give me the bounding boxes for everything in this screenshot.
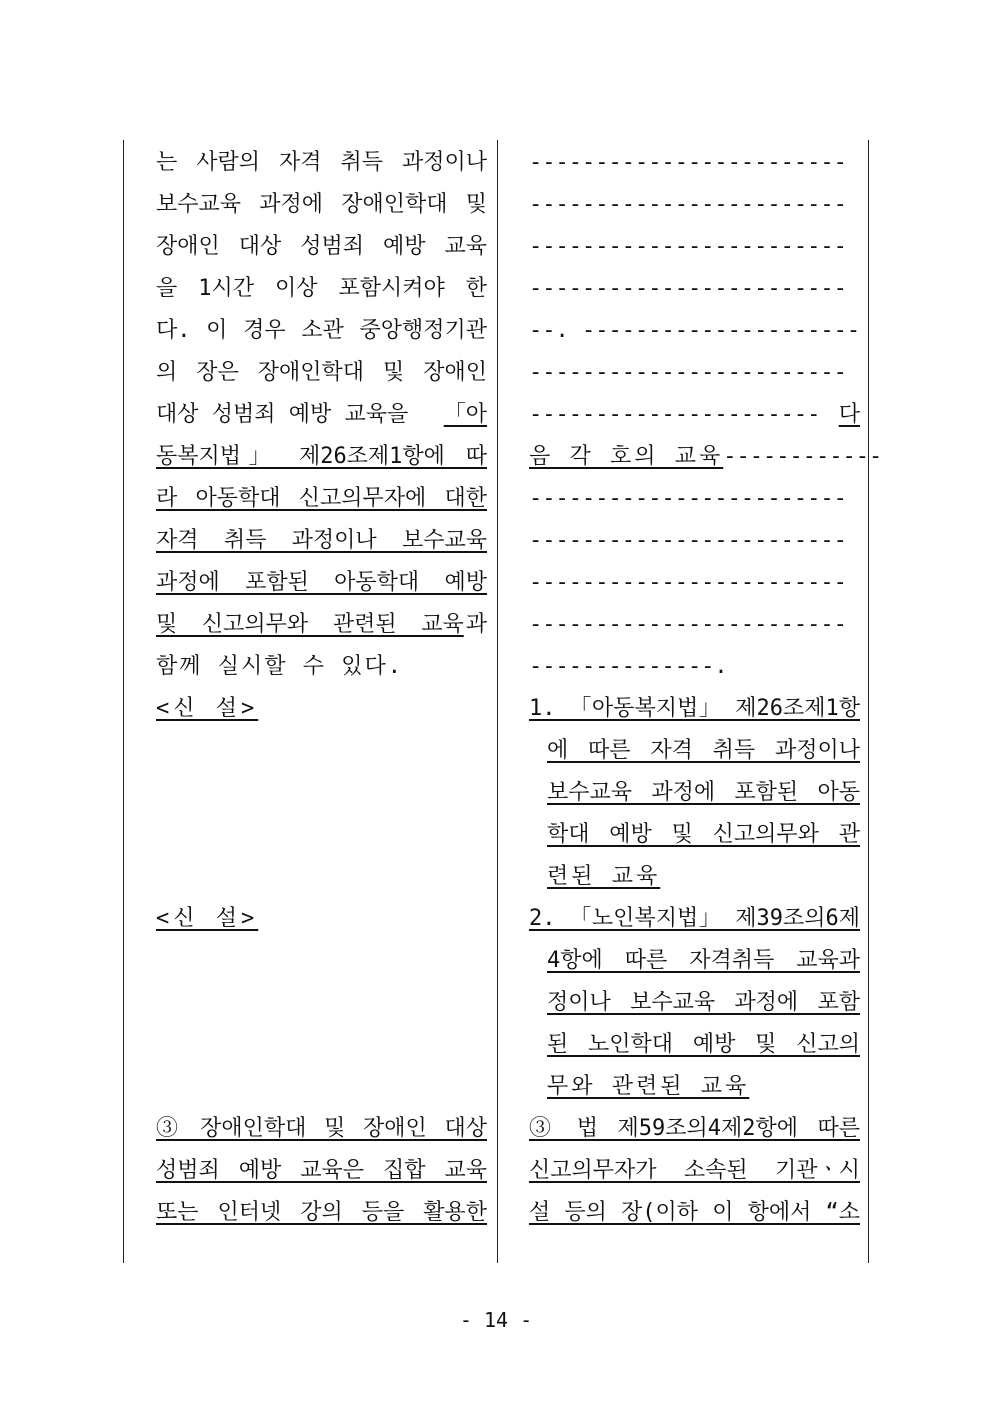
right-line-11: ------------------------ <box>529 570 847 595</box>
left-blank-line-4 <box>156 856 487 898</box>
left-blank-line-8 <box>156 1066 487 1108</box>
page-number: - 14 - <box>459 1308 533 1332</box>
right-item-2-line-1: 2. 「노인복지법」 제39조의6제 <box>529 906 860 931</box>
left-line-3: 장애인 대상 성범죄 예방 교육 <box>156 234 487 259</box>
left-line-15: 성범죄 예방 교육은 집합 교육 <box>156 1158 487 1183</box>
right-column <box>529 142 883 1234</box>
right-item-1-line-5-text: 련된 교육 <box>547 864 661 889</box>
right-item-1-line-5 <box>547 856 860 898</box>
left-line-12 <box>156 604 487 646</box>
left-border-line <box>123 140 124 1263</box>
right-item-2-line-4: 된 노인학대 예방 및 신고의 <box>547 1032 860 1057</box>
right-line-7 <box>529 394 860 436</box>
right-line-7-underlined: 다 <box>838 402 860 427</box>
right-item-1-line-1: 1. 「아동복지법」 제26조제1항 <box>529 696 860 721</box>
center-divider-line <box>497 140 498 1263</box>
right-line-15: 신고의무자가 소속된 기관ㆍ시 <box>529 1158 860 1183</box>
right-line-8-plain: ------------ <box>723 444 883 469</box>
right-line-10: ------------------------ <box>529 528 847 553</box>
right-line-9: ------------------------ <box>529 486 847 511</box>
new-clause-label-1: <신 설> <box>156 696 259 721</box>
right-line-7-plain: ---------------------- <box>529 402 821 427</box>
right-item-1-line-4: 학대 예방 및 신고의무와 관 <box>547 822 860 847</box>
right-line-16: 설 등의 장(이하 이 항에서 “소 <box>529 1200 860 1225</box>
left-blank-line-3 <box>156 814 487 856</box>
right-line-2: ------------------------ <box>529 192 847 217</box>
left-line-4: 을 1시간 이상 포함시켜야 한 <box>156 276 487 301</box>
left-line-10: 자격 취득 과정이나 보수교육 <box>156 528 487 553</box>
left-line-2: 보수교육 과정에 장애인학대 및 <box>156 192 487 217</box>
left-line-9: 라 아동학대 신고의무자에 대한 <box>156 486 487 511</box>
right-item-2-line-3: 정이나 보수교육 과정에 포함 <box>547 990 860 1015</box>
left-line-13: 함께 실시할 수 있다. <box>156 654 403 679</box>
right-line-14: ③ 법 제59조의4제2항에 따른 <box>529 1116 860 1141</box>
right-item-1-line-3: 보수교육 과정에 포함된 아동 <box>547 780 860 805</box>
new-clause-label-2: <신 설> <box>156 906 259 931</box>
right-line-6: ------------------------ <box>529 360 847 385</box>
left-blank-line-2 <box>156 772 487 814</box>
left-line-7-plain: 대상 성범죄 예방 교육을 <box>156 402 409 427</box>
left-blank-line-1 <box>156 730 487 772</box>
left-line-1: 는 사람의 자격 취득 과정이나 <box>156 150 487 175</box>
right-line-4: ------------------------ <box>529 276 847 301</box>
right-border-line <box>868 140 869 1263</box>
left-line-8: 동복지법」 제26조제1항에 따 <box>156 444 487 469</box>
left-line-5: 다. 이 경우 소관 중앙행정기관 <box>156 318 487 343</box>
right-line-1: ------------------------ <box>529 150 847 175</box>
left-blank-line-7 <box>156 1024 487 1066</box>
left-line-14: ③ 장애인학대 및 장애인 대상 <box>156 1116 487 1141</box>
left-blank-line-6 <box>156 982 487 1024</box>
left-line-7-underlined: 「아 <box>443 402 487 427</box>
left-new-clause-marker-2 <box>156 898 487 940</box>
right-item-2-line-5 <box>547 1066 860 1108</box>
left-line-11: 과정에 포함된 아동학대 예방 <box>156 570 487 595</box>
right-line-13: --------------. <box>529 654 728 679</box>
left-line-12-underlined: 및 신고의무와 관련된 교육 <box>156 612 464 637</box>
right-line-8-underlined: 음 각 호의 교육 <box>529 444 724 469</box>
right-item-2-line-5-text: 무와 관련된 교육 <box>547 1074 750 1099</box>
left-line-12-plain: 과 <box>465 612 487 637</box>
left-blank-line-5 <box>156 940 487 982</box>
left-line-7 <box>156 394 487 436</box>
left-new-clause-marker-1 <box>156 688 487 730</box>
left-line-6: 의 장은 장애인학대 및 장애인 <box>156 360 487 385</box>
right-line-5: --. --------------------- <box>529 318 861 343</box>
right-line-3: ------------------------ <box>529 234 847 259</box>
right-line-12: ------------------------ <box>529 612 847 637</box>
right-line-8 <box>529 436 883 478</box>
left-line-16: 또는 인터넷 강의 등을 활용한 <box>156 1200 487 1225</box>
right-item-2-line-2: 4항에 따른 자격취득 교육과 <box>547 948 860 973</box>
left-column <box>156 142 487 1234</box>
right-item-1-line-2: 에 따른 자격 취득 과정이나 <box>547 738 860 763</box>
